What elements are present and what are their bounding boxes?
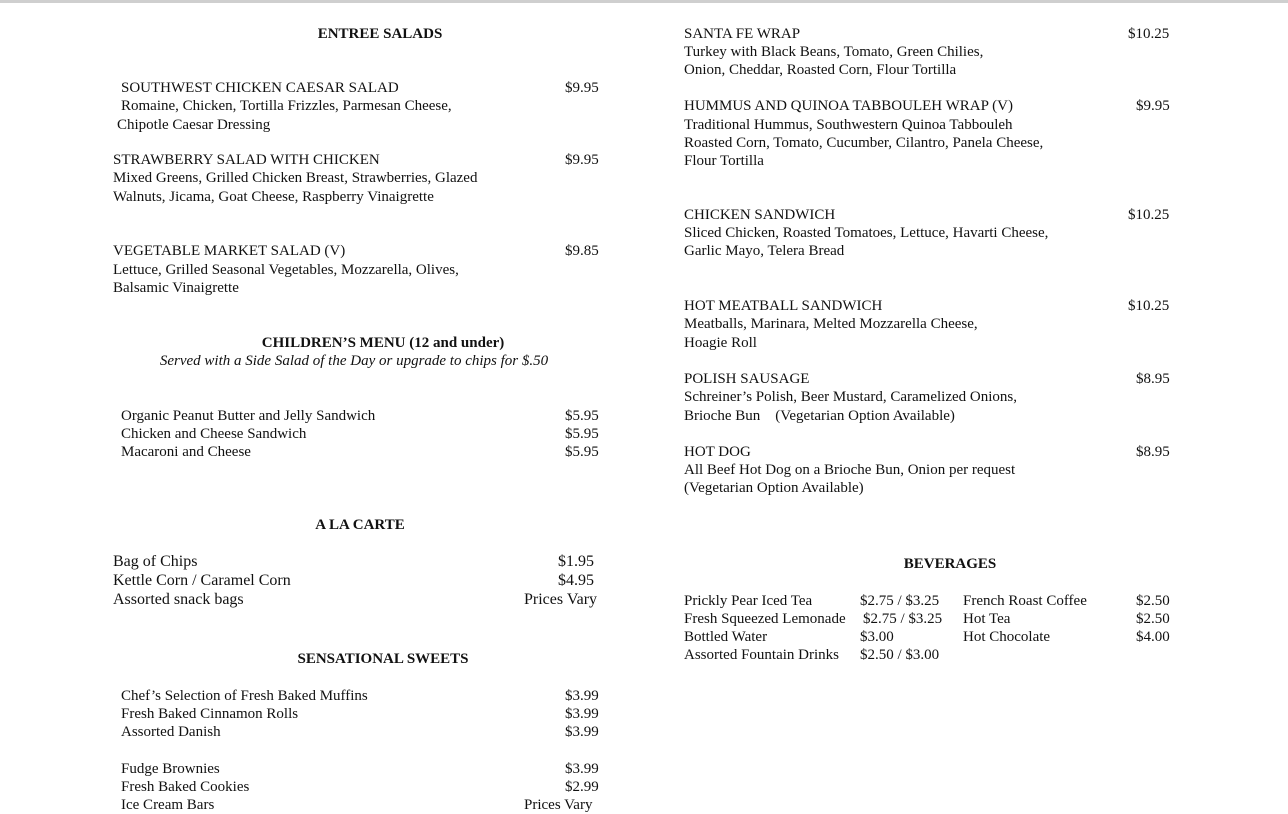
menu-item-price: $3.99 [565, 761, 599, 777]
menu-item-price: $1.95 [558, 553, 594, 570]
menu-item-name: Fresh Baked Cookies [121, 779, 250, 795]
menu-item-name: Bag of Chips [113, 553, 198, 570]
section-heading-a-la-carte: A LA CARTE [315, 517, 405, 533]
menu-item-description: Meatballs, Marinara, Melted Mozzarella Cheese, [684, 316, 978, 332]
beverage-name: Hot Chocolate [963, 629, 1051, 645]
beverage-name: Bottled Water [684, 629, 768, 645]
menu-item-description: Roasted Corn, Tomato, Cucumber, Cilantro, Panela Cheese, [684, 135, 1044, 151]
menu-item-name: Kettle Corn / Caramel Corn [113, 572, 291, 589]
menu-item-name: Assorted snack bags [113, 591, 244, 608]
menu-item-name: Chicken and Cheese Sandwich [121, 426, 307, 442]
menu-item-name: Chef’s Selection of Fresh Baked Muffins [121, 688, 368, 704]
menu-item-name: SOUTHWEST CHICKEN CAESAR SALAD [121, 80, 399, 96]
menu-item-price: $10.25 [1128, 298, 1170, 314]
section-heading-entree-salads: ENTREE SALADS [317, 26, 443, 42]
section-heading-childrens-menu: CHILDREN’S MENU (12 and under) [261, 335, 505, 351]
beverage-name: French Roast Coffee [963, 593, 1087, 609]
menu-item-name: Fudge Brownies [121, 761, 220, 777]
menu-item-price: $10.25 [1128, 26, 1170, 42]
menu-item-price: $8.95 [1136, 371, 1170, 387]
menu-item-name: HOT MEATBALL SANDWICH [684, 298, 883, 314]
menu-item-name: SANTA FE WRAP [684, 26, 801, 42]
beverage-price: $2.50 [1136, 611, 1170, 627]
menu-item-description: Turkey with Black Beans, Tomato, Green Chilies, [684, 44, 984, 60]
beverage-price: $2.75 / $3.25 [863, 611, 943, 627]
menu-item-price: Prices Vary [524, 591, 598, 608]
menu-item-description: (Vegetarian Option Available) [684, 480, 864, 496]
beverage-price: $4.00 [1136, 629, 1170, 645]
menu-item-name: Organic Peanut Butter and Jelly Sandwich [121, 408, 376, 424]
menu-item-description: Schreiner’s Polish, Beer Mustard, Caramelized Onions, [684, 389, 1017, 405]
menu-item-description: Garlic Mayo, Telera Bread [684, 243, 845, 259]
menu-item-price: $9.95 [565, 152, 599, 168]
menu-item-name: POLISH SAUSAGE [684, 371, 810, 387]
menu-item-name: Fresh Baked Cinnamon Rolls [121, 706, 299, 722]
menu-item-name: CHICKEN SANDWICH [684, 207, 836, 223]
menu-item-price: $5.95 [565, 444, 599, 460]
menu-item-description: Balsamic Vinaigrette [113, 280, 239, 296]
menu-item-description: Onion, Cheddar, Roasted Corn, Flour Tortilla [684, 62, 957, 78]
menu-item-price: $10.25 [1128, 207, 1170, 223]
menu-item-description: All Beef Hot Dog on a Brioche Bun, Onion per request [684, 462, 1016, 478]
menu-item-price: $5.95 [565, 408, 599, 424]
beverage-name: Hot Tea [963, 611, 1011, 627]
menu-item-description: Walnuts, Jicama, Goat Cheese, Raspberry Vinaigrette [113, 189, 434, 205]
menu-item-price: Prices Vary [524, 797, 593, 813]
menu-item-description: Sliced Chicken, Roasted Tomatoes, Lettuce, Havarti Cheese, [684, 225, 1049, 241]
beverage-name: Fresh Squeezed Lemonade [684, 611, 846, 627]
section-subtitle: Served with a Side Salad of the Day or upgrade to chips for $.50 [159, 353, 549, 369]
section-heading-beverages: BEVERAGES [903, 556, 997, 572]
menu-item-price: $3.99 [565, 724, 599, 740]
menu-item-price: $9.95 [1136, 98, 1170, 114]
beverage-name: Prickly Pear Iced Tea [684, 593, 813, 609]
menu-item-name: Ice Cream Bars [121, 797, 215, 813]
menu-item-price: $3.99 [565, 688, 599, 704]
menu-item-price: $4.95 [558, 572, 594, 589]
beverage-price: $2.50 [1136, 593, 1170, 609]
menu-item-name: HUMMUS AND QUINOA TABBOULEH WRAP (V) [684, 98, 1013, 114]
menu-item-description: Chipotle Caesar Dressing [117, 117, 271, 133]
section-heading-sensational-sweets: SENSATIONAL SWEETS [297, 651, 469, 667]
menu-item-description: Flour Tortilla [684, 153, 764, 167]
menu-item-price: $2.99 [565, 779, 599, 795]
beverage-name: Assorted Fountain Drinks [684, 647, 839, 663]
menu-item-name: Macaroni and Cheese [121, 444, 251, 460]
menu-item-name: VEGETABLE MARKET SALAD (V) [113, 243, 346, 259]
menu-item-price: $3.99 [565, 706, 599, 722]
menu-item-description: Brioche Bun (Vegetarian Option Available) [684, 408, 955, 424]
beverage-price: $3.00 [860, 629, 894, 645]
menu-item-description: Hoagie Roll [684, 335, 757, 351]
beverage-price: $2.50 / $3.00 [860, 647, 940, 663]
menu-item-name: STRAWBERRY SALAD WITH CHICKEN [113, 152, 380, 168]
menu-item-description: Traditional Hummus, Southwestern Quinoa Tabbouleh [684, 117, 1013, 133]
menu-item-price: $5.95 [565, 426, 599, 442]
viewer-top-edge [0, 0, 1288, 3]
menu-item-description: Lettuce, Grilled Seasonal Vegetables, Mozzarella, Olives, [113, 262, 459, 278]
menu-item-price: $8.95 [1136, 444, 1170, 460]
menu-item-description: Romaine, Chicken, Tortilla Frizzles, Parmesan Cheese, [121, 98, 452, 114]
beverage-price: $2.75 / $3.25 [860, 593, 940, 609]
menu-item-name: HOT DOG [684, 444, 751, 460]
menu-item-price: $9.95 [565, 80, 599, 96]
menu-item-description: Mixed Greens, Grilled Chicken Breast, Strawberries, Glazed [113, 170, 478, 186]
menu-item-price: $9.85 [565, 243, 599, 259]
menu-item-name: Assorted Danish [121, 724, 221, 740]
